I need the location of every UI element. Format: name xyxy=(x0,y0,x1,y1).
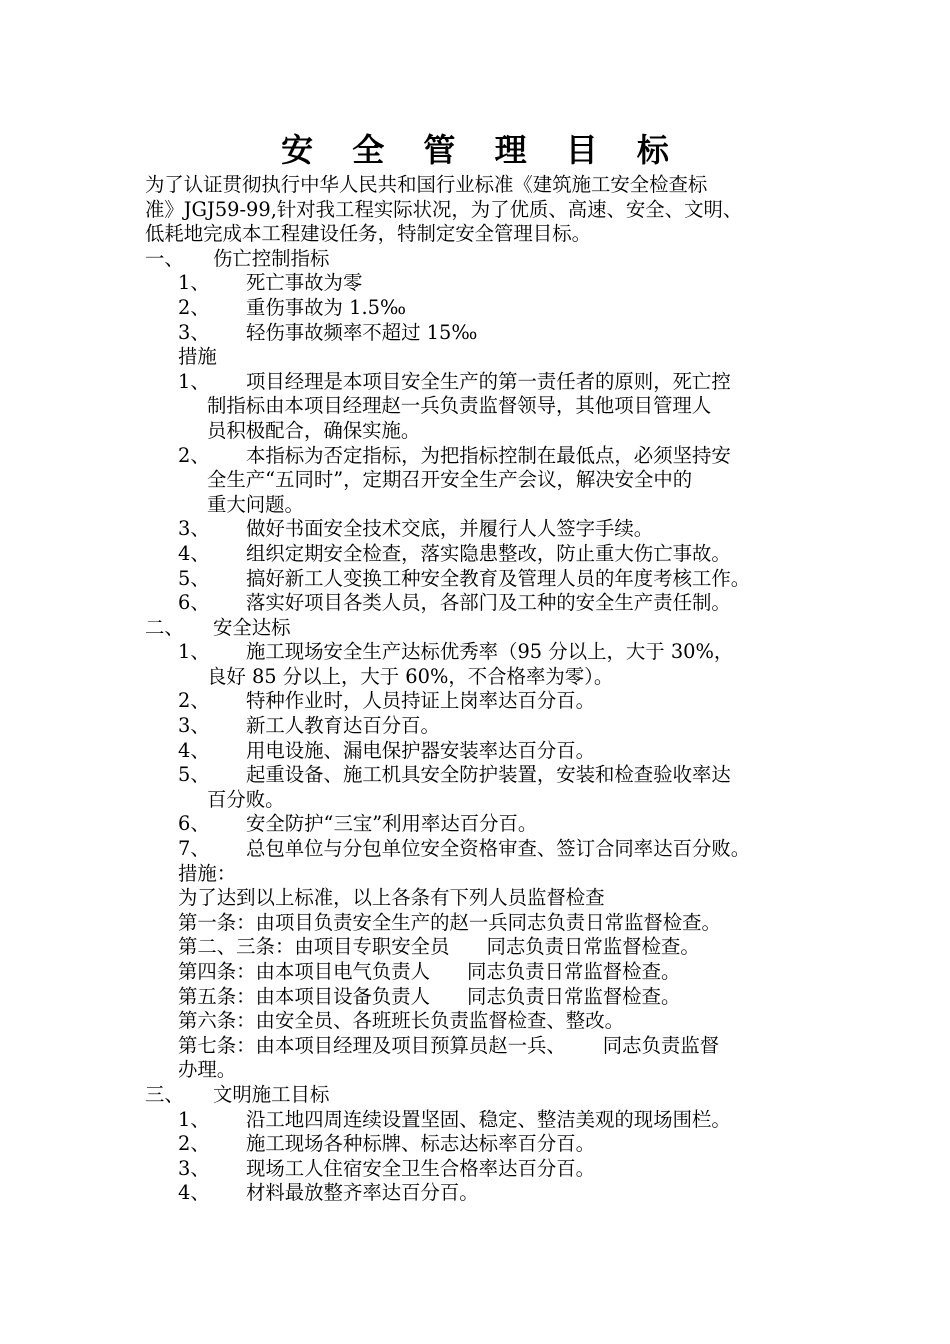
article-line: 第五条：由本项目设备负责人 同志负责日常监督检查。 xyxy=(178,984,681,1008)
document-title: 安 全 管 理 目 标 xyxy=(281,131,683,169)
item-text-cont: 百分败。 xyxy=(207,787,285,811)
item-number: 2、 xyxy=(178,295,210,319)
item-text: 施工现场各种标牌、标志达标率百分百。 xyxy=(246,1132,596,1156)
item-text: 现场工人住宿安全卫生合格率达百分百。 xyxy=(246,1156,596,1180)
item-text: 起重设备、施工机具安全防护装置，安装和检查验收率达 xyxy=(246,763,731,787)
section-heading xyxy=(145,1083,835,1108)
item-number: 4、 xyxy=(178,1181,210,1205)
item-text: 落实好项目各类人员，各部门及工种的安全生产责任制。 xyxy=(246,591,731,615)
item-number: 5、 xyxy=(178,566,210,590)
list-item xyxy=(145,1181,835,1206)
item-number: 1、 xyxy=(178,369,210,393)
intro-line: 低耗地完成本工程建设任务，特制定安全管理目标。 xyxy=(145,222,591,246)
item-text-cont: 制指标由本项目经理赵一兵负责监督领导，其他项目管理人 xyxy=(207,394,712,418)
item-text: 总包单位与分包单位安全资格审查、签订合同率达百分败。 xyxy=(246,837,751,861)
item-text: 用电设施、漏电保护器安装率达百分百。 xyxy=(246,738,596,762)
item-text: 沿工地四周连续设置坚固、稳定、整洁美观的现场围栏。 xyxy=(246,1107,731,1131)
list-item xyxy=(145,763,835,812)
list-item xyxy=(145,640,835,689)
item-text: 搞好新工人变换工种安全教育及管理人员的年度考核工作。 xyxy=(246,566,751,590)
list-item xyxy=(145,739,835,764)
item-number: 3、 xyxy=(178,714,210,738)
item-text-cont: 全生产“五同时”，定期召开安全生产会议，解决安全中的 xyxy=(207,468,693,492)
item-text: 材料最放整齐率达百分百。 xyxy=(246,1181,479,1205)
list-item xyxy=(145,1132,835,1157)
item-number: 6、 xyxy=(178,812,210,836)
item-number: 3、 xyxy=(178,320,210,344)
article-line-cont: 办理。 xyxy=(178,1058,237,1082)
section-title: 安全达标 xyxy=(213,615,291,639)
section-number: 二、 xyxy=(145,615,184,639)
item-text-cont: 良好 85 分以上，大于 60%，不合格率为零）。 xyxy=(207,664,614,688)
section-title: 文明施工目标 xyxy=(213,1082,330,1106)
item-text: 死亡事故为零 xyxy=(246,271,363,295)
intro-line: 准》JGJ59-99,针对我工程实际状况，为了优质、高速、安全、文明、 xyxy=(145,197,743,221)
article-line: 第一条：由项目负责安全生产的赵一兵同志负责日常监督检查。 xyxy=(178,910,721,934)
item-number: 1、 xyxy=(178,640,210,664)
item-text: 做好书面安全技术交底，并履行人人签字手续。 xyxy=(246,517,654,541)
item-number: 1、 xyxy=(178,271,210,295)
item-text: 施工现场安全生产达标优秀率（95 分以上，大于 30%， xyxy=(246,640,734,664)
list-item xyxy=(145,812,835,837)
item-number: 7、 xyxy=(178,837,210,861)
list-item xyxy=(145,296,835,321)
section-number: 一、 xyxy=(145,246,184,270)
article-line: 第四条：由本项目电气负责人 同志负责日常监督检查。 xyxy=(178,960,681,983)
item-number: 2、 xyxy=(178,1132,210,1156)
item-text: 本指标为否定指标，为把指标控制在最低点，必须坚持安 xyxy=(246,443,731,467)
item-text: 安全防护“三宝”利用率达百分百。 xyxy=(246,812,538,836)
item-number: 6、 xyxy=(178,591,210,615)
section-number: 三、 xyxy=(145,1082,184,1106)
measures-label: 措施： xyxy=(178,861,237,885)
measure-item xyxy=(145,542,835,567)
list-item xyxy=(145,837,835,862)
item-text: 特种作业时，人员持证上岗率达百分百。 xyxy=(246,689,596,713)
item-number: 2、 xyxy=(178,443,210,467)
document-body xyxy=(145,173,835,1206)
section-heading xyxy=(145,616,835,641)
item-text: 项目经理是本项目安全生产的第一责任者的原则，死亡控 xyxy=(246,369,731,393)
item-number: 4、 xyxy=(178,541,210,565)
item-number: 3、 xyxy=(178,1156,210,1180)
article-line: 第七条：由本项目经理及项目预算员赵一兵、 同志负责监督 xyxy=(178,1033,720,1057)
article-line: 第二、三条：由项目专职安全员 同志负责日常监督检查。 xyxy=(178,935,700,959)
item-text: 新工人教育达百分百。 xyxy=(246,714,440,738)
list-item xyxy=(145,1108,835,1133)
measures-intro: 为了达到以上标准，以上各条有下列人员监督检查 xyxy=(178,886,605,910)
item-text: 轻伤事故频率不超过 15‰ xyxy=(246,320,478,344)
list-item xyxy=(145,321,835,346)
list-item xyxy=(145,714,835,739)
section-title: 伤亡控制指标 xyxy=(213,246,330,270)
item-number: 3、 xyxy=(178,517,210,541)
item-number: 1、 xyxy=(178,1107,210,1131)
item-number: 5、 xyxy=(178,763,210,787)
measure-item xyxy=(145,444,835,518)
list-item xyxy=(145,689,835,714)
measure-item xyxy=(145,517,835,542)
measures-label: 措施 xyxy=(178,345,217,369)
item-number: 2、 xyxy=(178,689,210,713)
item-text: 重伤事故为 1.5‰ xyxy=(246,295,406,319)
list-item xyxy=(145,271,835,296)
measure-item xyxy=(145,567,835,592)
measure-item xyxy=(145,370,835,444)
item-text: 组织定期安全检查，落实隐患整改，防止重大伤亡事故。 xyxy=(246,541,731,565)
item-text-cont: 重大问题。 xyxy=(207,492,304,516)
item-text-cont: 员积极配合，确保实施。 xyxy=(207,418,421,442)
article-line: 第六条：由安全员、各班班长负责监督检查、整改。 xyxy=(178,1009,624,1033)
list-item xyxy=(145,1157,835,1182)
measure-item xyxy=(145,591,835,616)
section-heading xyxy=(145,247,835,272)
intro-line: 为了认证贯彻执行中华人民共和国行业标准《建筑施工安全检查标 xyxy=(145,173,708,196)
item-number: 4、 xyxy=(178,738,210,762)
